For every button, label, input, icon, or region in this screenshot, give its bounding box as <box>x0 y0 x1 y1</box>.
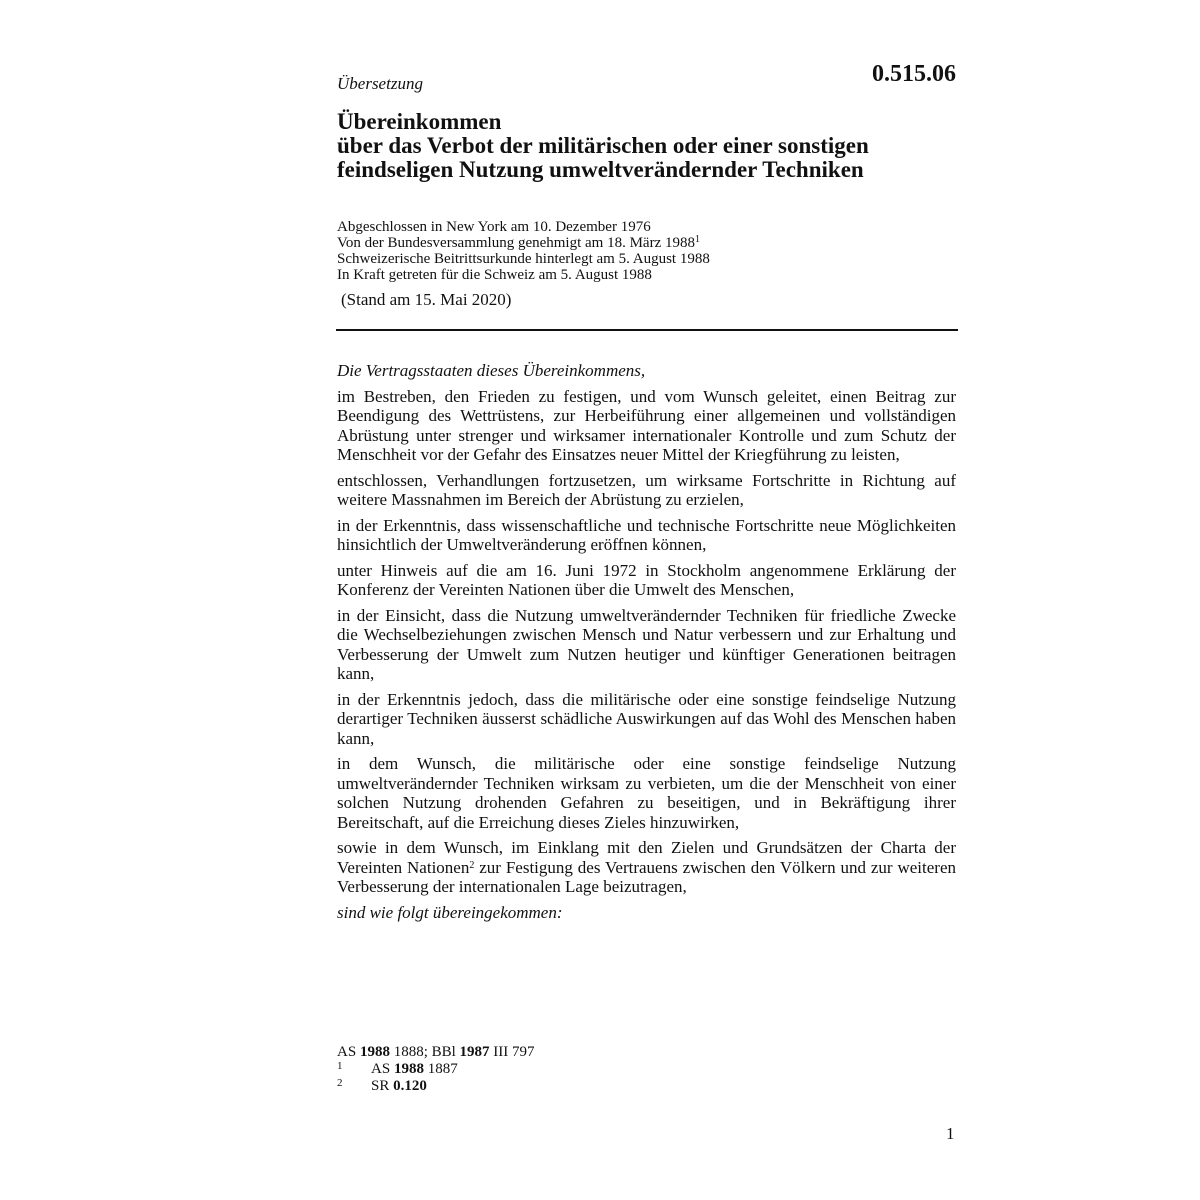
enactment-metadata <box>337 219 710 283</box>
footnote-ref-1[interactable]: 1 <box>695 234 700 245</box>
preamble <box>337 361 956 928</box>
preamble-paragraph: in der Erkenntnis jedoch, dass die militärische oder eine sonstige feindselige Nutzung derartiger Techniken äusserst schädliche Auswirkungen auf das Wohl des Menschen haben kann, <box>337 689 956 748</box>
status-date: (Stand am 15. Mai 2020) <box>341 290 512 309</box>
preamble-paragraph: in der Erkenntnis, dass wissenschaftliche und technische Fortschritte neue Möglichkeiten hinsichtlich der Umweltveränderung eröffnen können, <box>337 515 956 554</box>
header-divider <box>336 329 958 331</box>
in-force-date: In Kraft getreten für die Schweiz am 5. August 1988 <box>337 267 652 283</box>
preamble-intro: Die Vertragsstaaten dieses Übereinkommens, <box>337 361 646 380</box>
preamble-paragraph: in der Einsicht, dass die Nutzung umweltverändernder Techniken für friedliche Zwecke die Wechselbeziehungen zwischen Mensch und Natur verbessern und zur Erhaltung und Verbesserung der Umwelt zum Nutzen heutiger und künftiger Generationen beitragen kann, <box>337 605 956 683</box>
deposit-date: Schweizerische Beitrittsurkunde hinterlegt am 5. August 1988 <box>337 251 710 267</box>
approval-date-line <box>337 235 710 251</box>
preamble-paragraph: entschlossen, Verhandlungen fortzusetzen, um wirksame Fortschritte in Richtung auf weitere Massnahmen im Bereich der Abrüstung zu erzielen, <box>337 470 956 509</box>
title-line: Übereinkommen <box>337 109 502 134</box>
footnotes <box>337 1044 535 1095</box>
preamble-closing: sind wie folgt übereingekommen: <box>337 902 563 922</box>
page-number: 1 <box>946 1124 955 1143</box>
translation-label: Übersetzung <box>337 74 423 93</box>
document-title <box>337 110 977 182</box>
footnote-2: 2 SR 0.120 <box>337 1077 427 1094</box>
preamble-paragraph: unter Hinweis auf die am 16. Juni 1972 in Stockholm angenommene Erklärung der Konferenz der Vereinten Nationen über die Umwelt des Menschen, <box>337 560 956 599</box>
preamble-paragraph-last: sowie in dem Wunsch, im Einklang mit den Zielen und Grundsätzen der Charta der Vereinten Nationen$^2$ zur Festigung des Vertrauens zwischen den Völkern und zur weiteren Verbesserung der internationalen Lage beizutragen, <box>337 838 956 896</box>
footnote-ref-2[interactable]: 2 <box>469 859 475 871</box>
title-line: über das Verbot der militärischen oder einer sonstigen <box>337 133 869 158</box>
source-reference: AS 1988 1888; BBl 1987 III 797 <box>337 1044 535 1060</box>
preamble-paragraph: im Bestreben, den Frieden zu festigen, und vom Wunsch geleitet, einen Beitrag zur Beendigung des Wettrüstens, zur Herbeiführung einer allgemeinen und vollständigen Abrüstung unter strenger und wirksamer internationaler Kontrolle und zum Schutz der Menschheit vor der Gefahr des Einsatzes neuer Mittel der Kriegführung zu leisten, <box>337 386 956 464</box>
approval-date: Von der Bundesversammlung genehmigt am 18. März 1988 <box>337 235 695 251</box>
concluded-date: Abgeschlossen in New York am 10. Dezember 1976 <box>337 219 651 235</box>
preamble-paragraph: in dem Wunsch, die militärische oder eine sonstige feindselige Nutzung umweltverändernder Techniken wirksam zu verbieten, um die der Menschheit von einer solchen Nutzung drohenden Gefahren zu beseitigen, und in Bekräftigung ihrer Bereitschaft, auf die Erreichung dieses Zieles hinzuwirken, <box>337 754 956 832</box>
footnote-1: 1 AS 1988 1887 <box>337 1060 458 1077</box>
sr-number: 0.515.06 <box>872 61 956 87</box>
title-line: feindseligen Nutzung umweltverändernder Techniken <box>337 157 864 182</box>
